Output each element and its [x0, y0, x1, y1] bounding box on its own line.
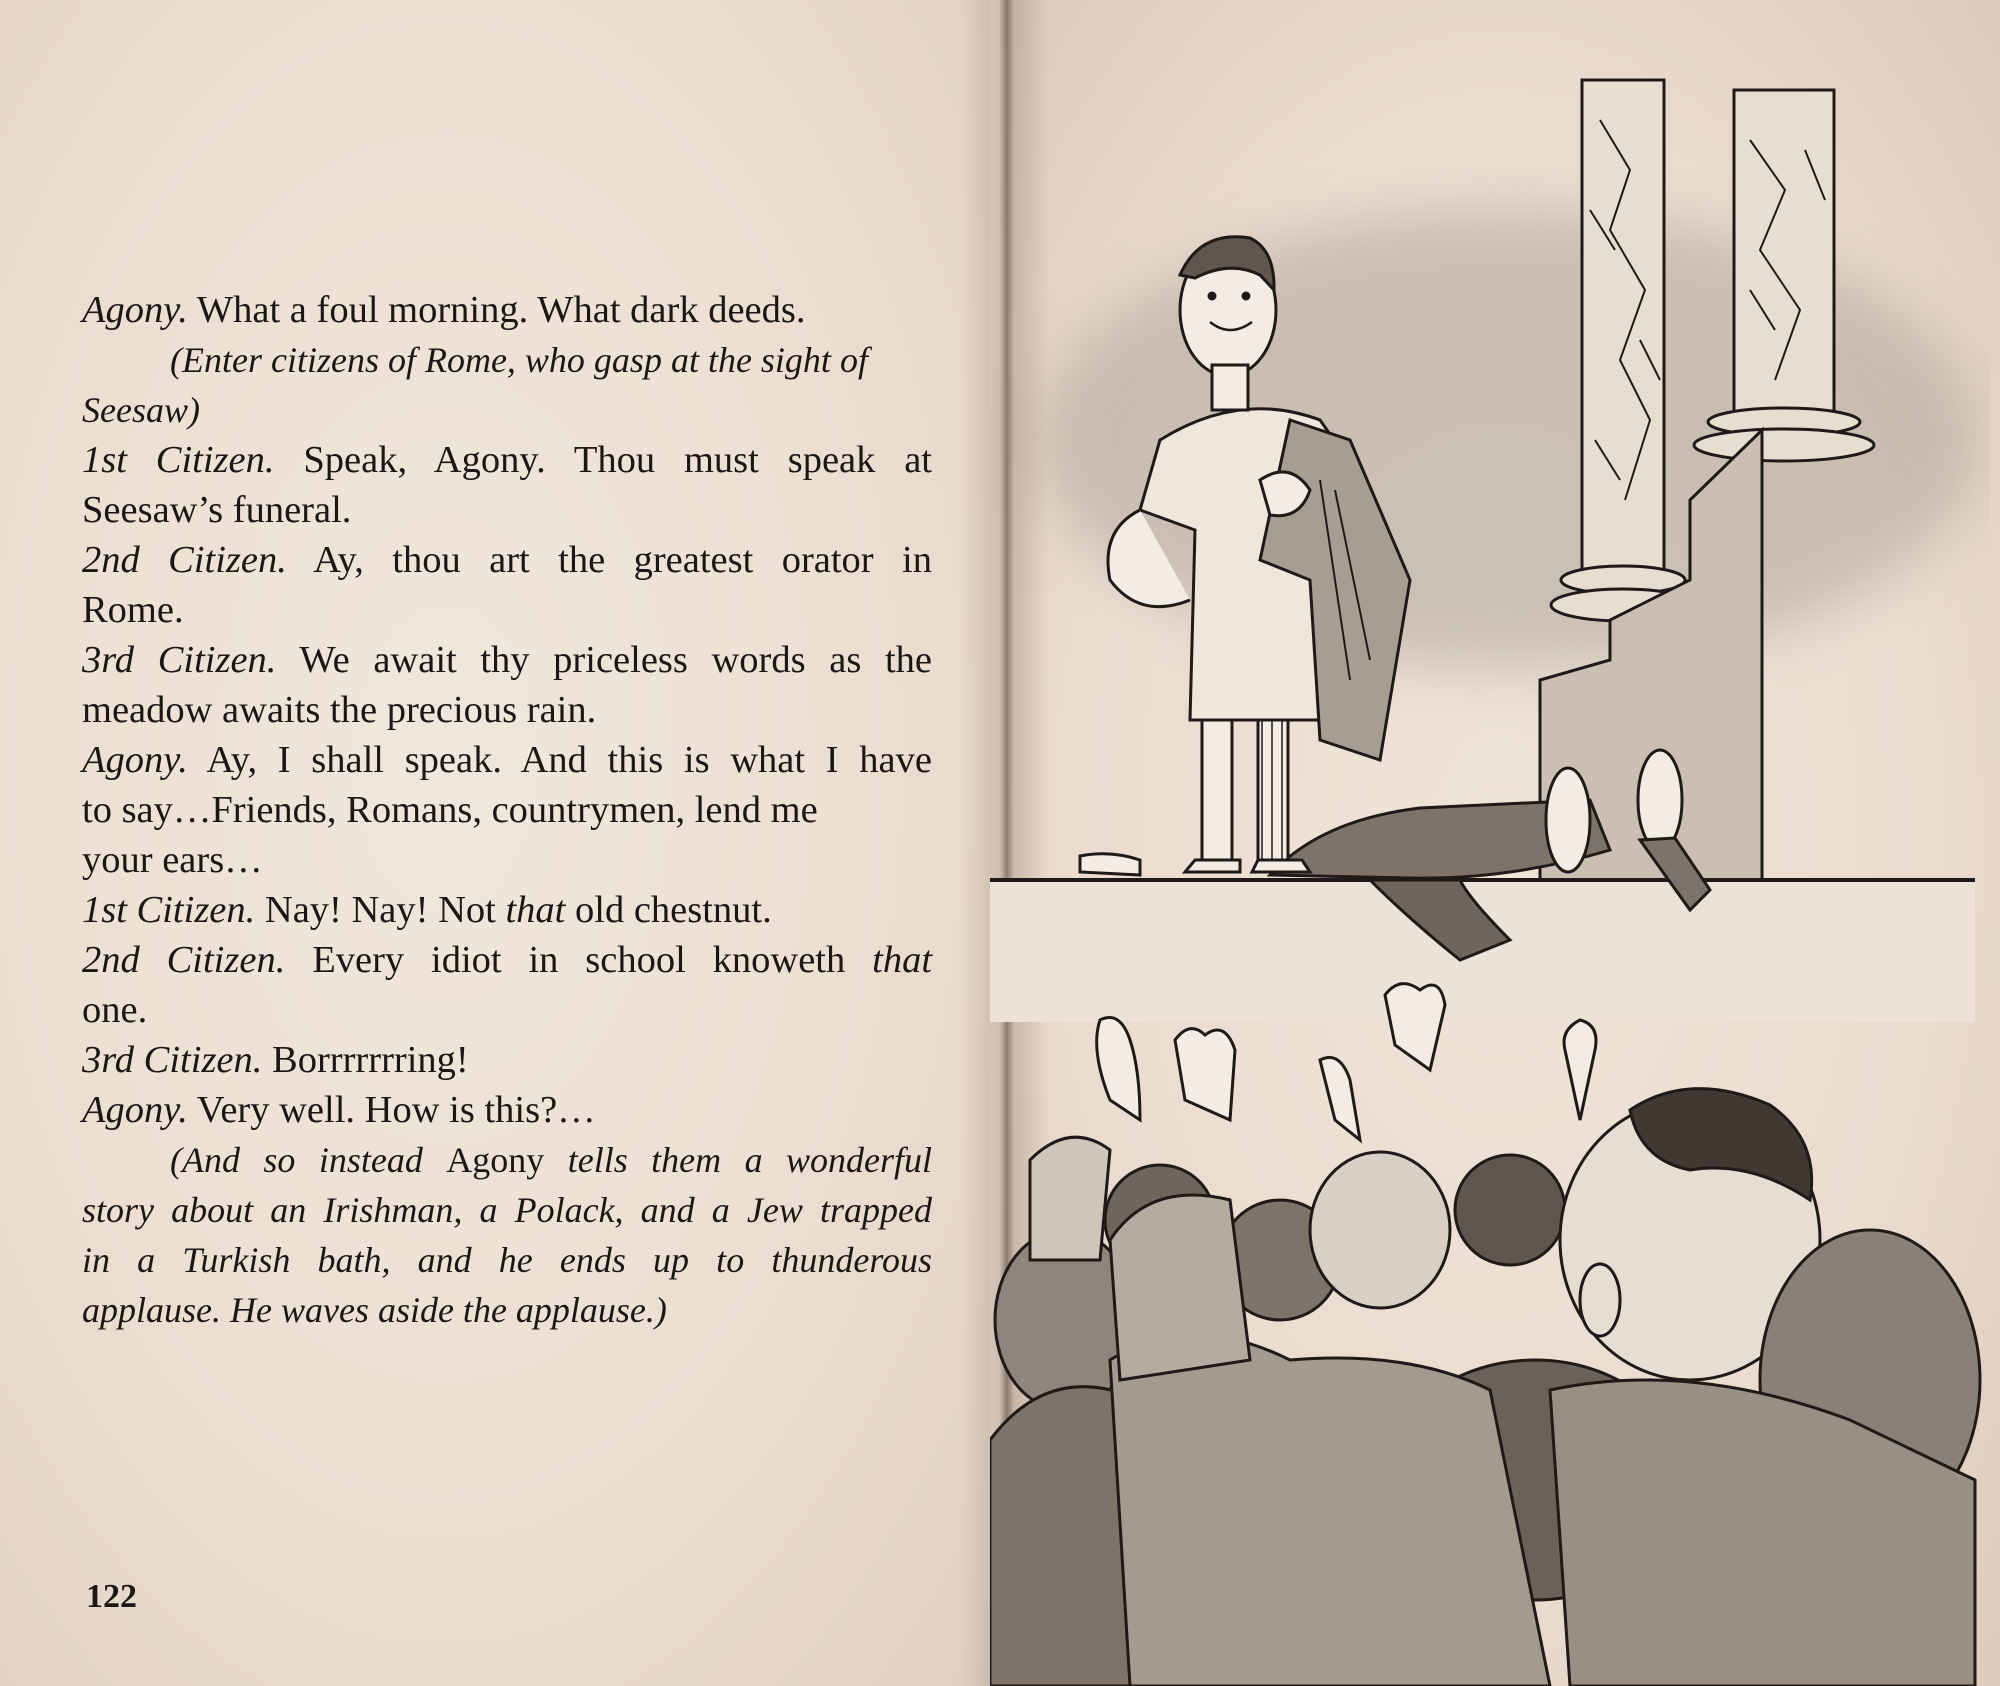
speaker-label: Agony.: [82, 1089, 188, 1131]
stage-direction: story about an Irishman, a Polack, and a Jew trapped: [82, 1190, 932, 1230]
stage-direction: Seesaw): [82, 390, 200, 430]
text-line: Seesaw’s funeral.: [82, 489, 352, 531]
speaker-label: Agony.: [82, 739, 188, 781]
text-line: [82, 935, 932, 985]
speaker-label: 1st Citizen.: [82, 889, 256, 931]
text-line: one.: [82, 989, 148, 1031]
dialogue: Speak, Agony. Thou must speak at: [303, 439, 932, 481]
dialogue: Ay, thou art the greatest orator in: [313, 539, 932, 581]
cheering-crowd: [990, 984, 1980, 1686]
dialogue: What a foul morning. What dark deeds.: [196, 289, 806, 331]
text-line: your ears…: [82, 839, 263, 881]
emphasis: that: [872, 939, 933, 981]
stage-direction: in a Turkish bath, and he ends up to thunderous: [82, 1240, 932, 1280]
speaker-label: 3rd Citizen.: [82, 639, 277, 681]
text-line: [82, 735, 932, 785]
dialogue: Very well. How is this?…: [196, 1089, 596, 1131]
dialogue: Borrrrrrring!: [272, 1039, 469, 1081]
text-line: Rome.: [82, 589, 184, 631]
page-number: 122: [86, 1578, 137, 1615]
dialogue: We await thy priceless words as the: [299, 639, 932, 681]
speaker-label: 2nd Citizen.: [82, 939, 286, 981]
dialogue: Ay, I shall speak. And this is what I have: [206, 739, 932, 781]
emphasis: that: [505, 889, 566, 931]
text-line: [82, 285, 932, 335]
dialogue: old chestnut.: [575, 889, 772, 931]
text-line: [82, 435, 932, 485]
speaker-label: 1st Citizen.: [82, 439, 275, 481]
text-line: [82, 1085, 932, 1135]
speaker-label: Agony.: [82, 289, 188, 331]
stage-direction: [82, 1135, 932, 1185]
text-line: [82, 885, 932, 935]
text-line: [82, 1035, 932, 1085]
left-page: [0, 0, 990, 1686]
text-line: [82, 535, 932, 585]
stage-direction: (Enter citizens of Rome, who gasp at the sight of: [170, 340, 868, 380]
direction-text: (And so instead: [170, 1140, 423, 1180]
speaker-label: 3rd Citizen.: [82, 1039, 263, 1081]
dialogue: Nay! Nay! Not: [264, 889, 496, 931]
direction-text: tells them a wonderful: [567, 1140, 933, 1180]
text-line: meadow awaits the precious rain.: [82, 689, 597, 731]
illustration: [990, 60, 1990, 1686]
character-name: Agony: [446, 1140, 545, 1180]
stage-direction: applause. He waves aside the applause.): [82, 1290, 667, 1330]
text-line: [82, 635, 932, 685]
text-line: to say…Friends, Romans, countrymen, lend me: [82, 789, 818, 831]
play-text: [82, 285, 932, 1335]
dialogue: Every idiot in school knoweth: [312, 939, 846, 981]
speaker-label: 2nd Citizen.: [82, 539, 287, 581]
